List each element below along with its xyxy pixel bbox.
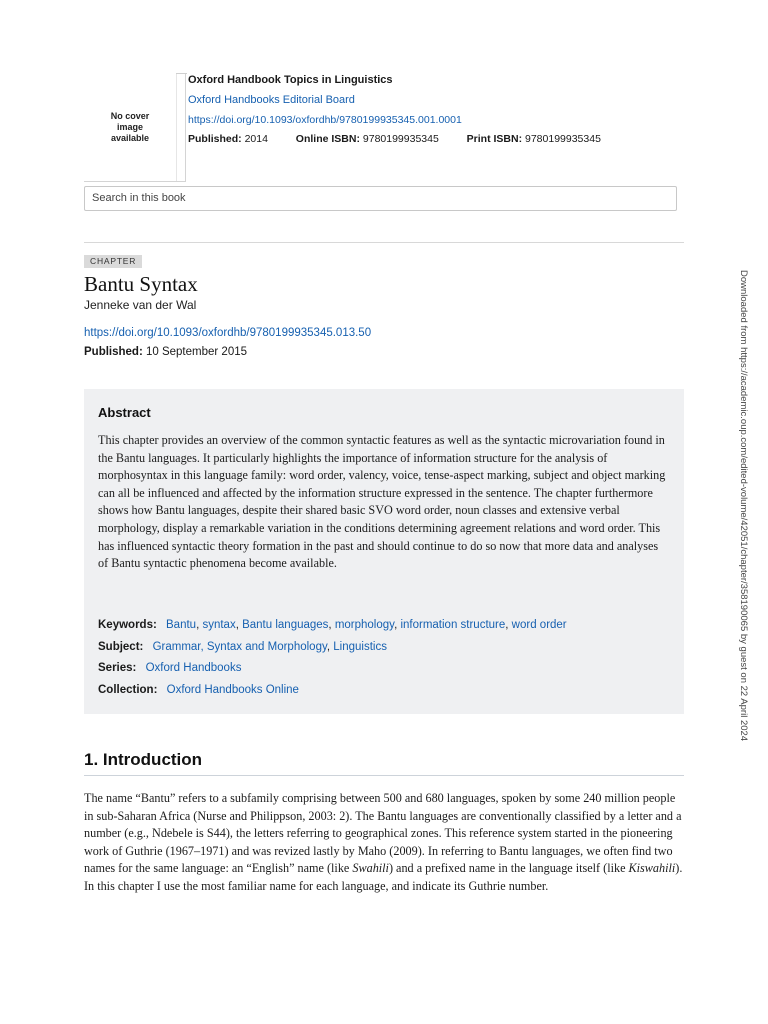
book-header <box>84 73 684 183</box>
divider <box>84 242 684 243</box>
keywords-row: Keywords: Bantu, syntax, Bantu languages, morphology, information structure, word order <box>98 619 567 631</box>
subject-label: Subject: <box>98 641 144 653</box>
intro-italic: Swahili <box>352 861 389 876</box>
keyword-link[interactable]: syntax <box>202 619 236 631</box>
subject-link[interactable]: Grammar, Syntax and Morphology <box>152 641 327 653</box>
chapter-doi-link[interactable]: https://doi.org/10.1093/oxfordhb/9780199935345.013.50 <box>84 327 372 339</box>
collection-row <box>98 683 299 698</box>
cover-placeholder-text: No cover image available <box>110 110 150 143</box>
abstract-box <box>84 389 684 714</box>
online-isbn-label: Online ISBN: <box>295 133 360 145</box>
search-placeholder: Search in this book <box>92 192 186 204</box>
print-isbn-value: 9780199935345 <box>525 133 601 145</box>
book-published-label: Published: <box>188 133 242 145</box>
chapter-published-label: Published: <box>84 346 143 358</box>
collection-label: Collection: <box>98 684 158 696</box>
keywords-label: Keywords: <box>98 619 157 631</box>
book-title: Oxford Handbook Topics in Linguistics <box>188 74 393 86</box>
online-isbn-value: 9780199935345 <box>362 133 439 145</box>
intro-text: The name “Bantu” refers to a subfamily comprising between 500 and 680 languages, spoken by some 240 million people in sub-Saharan Africa (Nurse and Philippson, 2003: 2). The Bantu languages are conventionally classified by a letter and a number (e.g., Ndebele is S44), the letters referring to geographical zones. This reference system started in the pioneering work of Guthrie (1967–1971) and was revized lastly by Maho (2009). In referring to Bantu languages, we often find two names for the same language: an “English” name (like <box>84 791 682 876</box>
chapter-author: Jenneke van der Wal <box>84 298 197 312</box>
abstract-heading: Abstract <box>98 405 151 420</box>
search-in-book-input[interactable] <box>84 186 677 211</box>
series-row <box>98 661 241 676</box>
series-link[interactable]: Oxford Handbooks <box>145 662 242 674</box>
subject-row: Subject: Grammar, Syntax and Morphology, Linguistics <box>98 641 387 653</box>
book-meta <box>188 73 688 146</box>
book-published-value: 2014 <box>244 133 268 145</box>
chapter-title: Bantu Syntax <box>84 272 198 296</box>
book-editor-link[interactable]: Oxford Handbooks Editorial Board <box>188 94 355 106</box>
introduction-heading: 1. Introduction <box>84 750 203 769</box>
intro-text: ). In this chapter I use the most familiar name for each language, and indicate its Guthrie number. <box>84 861 683 893</box>
collection-link[interactable]: Oxford Handbooks Online <box>166 684 299 696</box>
abstract-body: This chapter provides an overview of the common syntactic features as well as the syntactic microvariation found in the Bantu languages. It particularly highlights the importance of information structure for the analysis of morphosyntax in this language family: word order, valency, voice, tense-aspect marking, subject and object marking can all be influenced and affected by the information structure expressed in the sentence. The chapter furthermore shows how Bantu languages, despite their shared basic SVO word order, noun classes and extensive verbal morphology, display a remarkable variation in the conditions determining agreement relations and word order. This has influenced syntactic theory formation in the past and should continue to do so now that more data and analyses of Bantu syntactic phenomena become available. <box>98 433 666 571</box>
book-doi-link[interactable]: https://doi.org/10.1093/oxfordhb/9780199935345.001.0001 <box>188 114 462 126</box>
chapter-badge: CHAPTER <box>84 255 142 268</box>
subject-link[interactable]: Linguistics <box>333 641 387 653</box>
book-cover <box>84 73 186 182</box>
intro-italic: Kiswahili <box>628 861 676 876</box>
introduction-paragraph <box>84 790 684 896</box>
keyword-link[interactable]: Bantu languages <box>242 619 329 631</box>
book-publication-info <box>188 132 688 146</box>
heading-divider <box>84 775 684 776</box>
chapter-published <box>84 345 247 360</box>
download-watermark: Downloaded from https://academic.oup.com/edited-volume/42051/chapter/358190065 by guest on 22 April 2024 <box>738 270 749 742</box>
series-label: Series: <box>98 662 137 674</box>
keyword-link[interactable]: Bantu <box>166 619 197 631</box>
intro-text: ) and a prefixed name in the language itself (like <box>388 861 629 876</box>
keyword-link[interactable]: information structure <box>400 619 506 631</box>
keyword-link[interactable]: word order <box>511 619 567 631</box>
print-isbn-label: Print ISBN: <box>466 133 523 145</box>
chapter-published-value: 10 September 2015 <box>145 346 248 358</box>
keyword-link[interactable]: morphology <box>334 619 395 631</box>
